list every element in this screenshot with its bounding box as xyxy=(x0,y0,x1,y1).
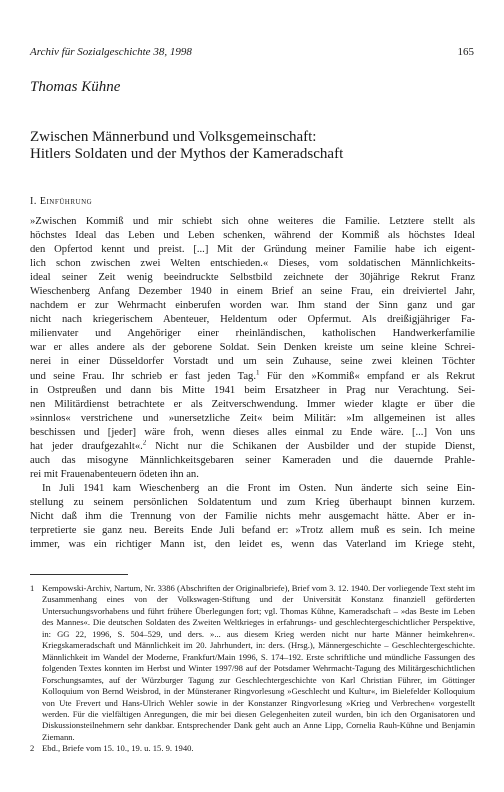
body-line-paragraph-start: In Juli 1941 kam Wieschenberg an die Front im Osten. Nun änderte sich seine Ein- xyxy=(42,482,475,494)
section-heading xyxy=(30,196,92,207)
section-title: Einführung xyxy=(39,196,93,207)
body-line-text: und seine Frau. Ihr schrieb er fast jeden Tag. xyxy=(30,370,256,382)
body-line xyxy=(30,440,475,454)
article-author: Thomas Kühne xyxy=(30,79,121,95)
body-line: nen Militärdienst betrachtete er als Zeitverschwendung. Immer wieder klagte er über die xyxy=(30,398,475,410)
journal-title: Archiv für Sozialgeschichte 38, 1998 xyxy=(30,46,192,58)
footnote-number: 2 xyxy=(30,743,35,754)
page-number: 165 xyxy=(457,46,474,58)
footnote-text: Ebd., Briefe vom 15. 10., 19. u. 15. 9. 1940. xyxy=(42,743,194,754)
body-line: in Ostpreußen und dann bis Mitte 1941 beim Ersatzheer in Prag nur Verachtung. Sei- xyxy=(30,384,475,396)
body-line: höchstes Ideal das Leben und Leben schenken, während der Kommiß als höchstes Ideal xyxy=(30,230,475,242)
body-line: nachdem er zur Wehrmacht einberufen worden war. Ihm stand der Sinn ganz und gar xyxy=(30,300,475,312)
body-line: nerei in einer Düsseldorfer Vorstadt und um sein Zuhause, seine zwei kleinen Töchter xyxy=(30,356,475,368)
footnote-divider xyxy=(30,574,128,575)
body-line: den Opfertod kennt und preist. [...] Mit der Gründung meiner Familie habe ich eigent- xyxy=(30,244,475,256)
running-header xyxy=(30,46,474,59)
body-line: ideal seiner Zeit wenig beeindruckte Selbstbild zeichnete der 30jährige Rekrut Franz xyxy=(30,272,475,284)
body-line: stellung zu seinem persönlichen Soldatentum und zum Krieg überhaupt binnen kurzem. xyxy=(30,496,475,508)
body-line: terpretierte sie ganz neu. Bereits Ende Juli befand er: »Trotz allem muß es sein. Ich meine xyxy=(30,525,475,537)
body-line: Wieschenberg Anfang Dezember 1940 in einem Brief an seine Frau, ein dreiviertel Jahr, xyxy=(30,286,475,298)
title-line-2: Hitlers Soldaten und der Mythos der Kameradschaft xyxy=(30,146,344,162)
footnote-2 xyxy=(30,743,475,754)
title-line-1: Zwischen Männerbund und Volksgemeinschaft: xyxy=(30,129,317,145)
body-line: lich schon zwischen zwei Welten entschieden.« Dieses, vom soldatischen Männlichkeits- xyxy=(30,258,475,270)
body-line: »sinnlos« verstrichene und »unersetzliche Zeit« beim Militär: »Im allgemeinen ist alles xyxy=(30,412,475,424)
body-line xyxy=(30,370,475,384)
footnote-text: Kempowski-Archiv, Nartum, Nr. 3386 (Abschriften der Originalbriefe), Brief vom 3. 12. 1940. Der vorliegende Text steht im Zusammenhang eines von der Volkswagen-Stiftung und der Universität Konstanz finanziell geförderten Untersuchungsvorhabens und führt frühere Überlegungen fort; vgl. Thomas Kühne, Kameradschaft – »das Beste im Leben des Mannes«. Die deutschen Soldaten des Zweiten Weltkrieges in erfahrungs- und geschlechtergeschichtlicher Perspektive, in: GG 22, 1996, S. 504–529, und ders. »... aus diesem Krieg werden nicht nur harte Männer heimkehren«. Kriegskameradschaft und Männlichkeit im 20. Jahrhundert, in: ders. (Hrsg.), Männergeschichte – Geschlechtergeschichte. Männlichkeit im Wandel der Moderne, Frankfurt/Main 1996, S. 174–192. Erste schriftliche und mündliche Fassungen des folgenden Textes konnten im Herbst und Winter 1997/98 auf der Potsdamer Wehrmacht-Tagung des Militärgeschichtlichen Forschungsamtes, auf der Würzburger Tagung zur Geschlechtergeschichte von Karl Christian Führer, im Göttinger Kolloquium von Bernd Weisbrod, in der Münsteraner Ringvorlesung »Geschlecht und Kultur«, im Bielefelder Kolloquium von Ute Frevert und Hans-Ulrich Wehler sowie in der Konstanzer Ringvorlesung »Krieg und Verbrechen« vorgestellt werden. Für die vielfältigen Anregungen, die mir bei diesen Gelegenheiten zuteil wurden, bin ich den Organisatoren und Diskussionsteilnehmern sehr dankbar. Entsprechender Dank geht auch an Anne Lipp, Cornelia Rauh-Kühne und Benjamin Ziemann. xyxy=(42,583,475,742)
body-line: »Zwischen Kommiß und mir schiebt sich ohne weiteres die Familie. Letztere stellt als xyxy=(30,216,475,227)
body-line: rei mit Frauenabenteuern ödeten ihn an. xyxy=(30,468,199,480)
body-line: immer, was ein richtiger Mann ist, den leidet es, wenn das Vaterland im Kriege steht, xyxy=(30,539,475,551)
body-line: beschissen und [jeder] wäre froh, wenn dieses alles einmal zu Ende wäre. [...] Von uns xyxy=(30,426,475,438)
body-line: war er alles andere als der geborene Soldat. Sein Denken kreiste um seine kleine Schrei- xyxy=(30,342,475,354)
footnote-1 xyxy=(30,583,475,743)
body-line-tail: Für den »Kommiß« empfand er als Rekrut xyxy=(259,370,475,382)
body-line-text: hat jeder draufgezahlt«. xyxy=(30,440,143,452)
body-line: milienvater und Angehöriger einer rheinländischen, katholischen Handwerkerfamilie xyxy=(30,328,475,340)
body-line: auch das misogyne Männlichkeitsgebaren seiner Kameraden und die dauernde Prahle- xyxy=(30,454,475,466)
article-title xyxy=(30,129,474,163)
footnote-marker-1[interactable]: 1 xyxy=(255,369,260,376)
body-line: nicht nach kriegerischem Abenteuer, Heldentum oder Opfermut. Als dreißigjähriger Fa- xyxy=(30,314,475,326)
footnotes xyxy=(30,583,475,755)
body-text xyxy=(30,215,475,552)
body-line: Nicht daß ihm die Trennung von der Familie nichts mehr ausgemacht hätte. Aber er in- xyxy=(30,510,475,522)
footnote-number: 1 xyxy=(30,583,35,593)
footnote-marker-2[interactable]: 2 xyxy=(142,439,147,447)
section-number: I. xyxy=(30,196,37,207)
body-line-tail: Nicht nur die Schikanen der Ausbilder und der stupide Dienst, xyxy=(146,440,475,452)
